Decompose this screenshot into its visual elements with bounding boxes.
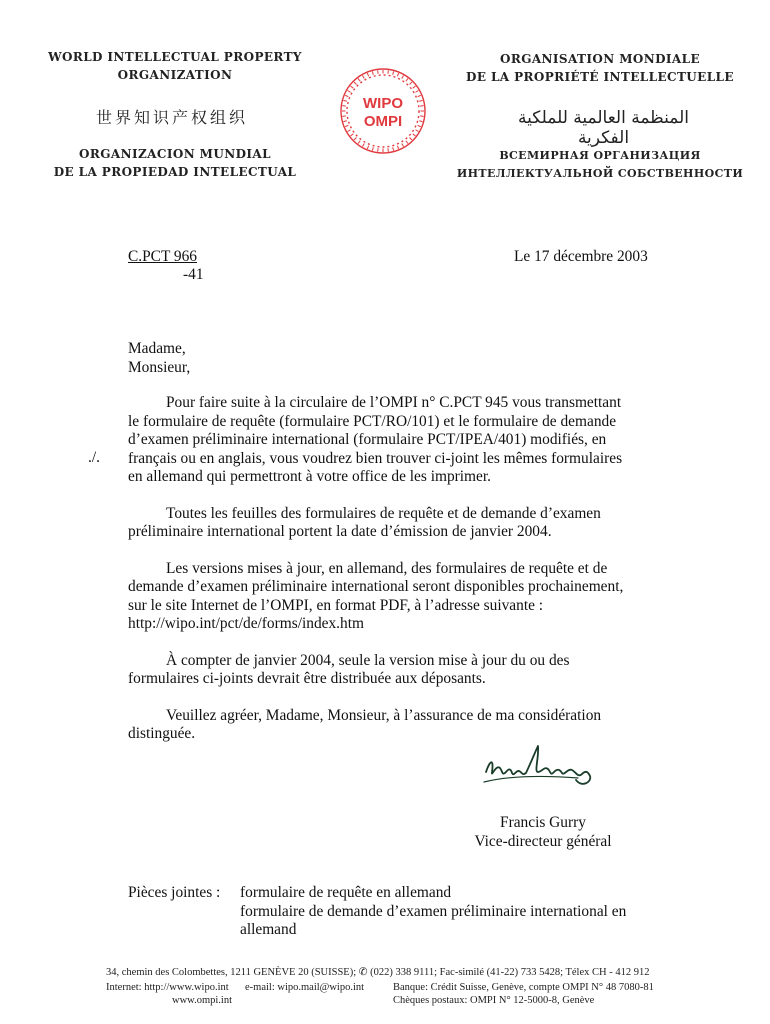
paragraph-1: Pour faire suite à la circulaire de l’OMPI n° C.PCT 945 vous transmettant le formulaire de requête (formulaire PCT/RO/101) et le formulaire de demande d’examen préliminaire international (formulaire PCT/IPEA/401) modifiés, en français ou en anglais, vous voudrez bien trouver ci-joint les mêmes formulaires en allemand qui permettront à votre office de les imprimer. — [128, 394, 623, 485]
letterhead-spanish-line1: ORGANIZACION MUNDIAL — [79, 147, 271, 161]
logo-ray — [345, 125, 348, 126]
footer-postal: Chèques postaux: OMPI N° 12-5000-8, Genève — [393, 995, 595, 1006]
logo-text-ompi: OMPI — [363, 113, 403, 130]
reference-number: -41 — [183, 266, 204, 283]
enclosures-label: Pièces jointes : — [128, 884, 221, 901]
letterhead-arabic: المنظمة العالمية للملكية الفكرية — [518, 108, 689, 148]
letterhead-french-line2: DE LA PROPRIÉTÉ INTELLECTUELLE — [466, 70, 734, 84]
logo-ray — [354, 138, 356, 140]
letter-date: Le 17 décembre 2003 — [514, 248, 648, 265]
logo-ray — [358, 78, 360, 81]
logo-ray — [347, 130, 350, 132]
logo-ray — [343, 100, 346, 101]
logo-ray — [372, 71, 373, 74]
logo-ray — [419, 121, 422, 122]
logo-ray — [354, 82, 356, 84]
salutation-line2: Monsieur, — [128, 358, 191, 376]
footer-internet: Internet: http://www.wipo.int — [106, 982, 229, 993]
logo-ray — [350, 134, 353, 136]
letter-body — [128, 394, 688, 744]
enclosure-item-2: formulaire de demande d’examen préliminaire international en allemand — [240, 902, 627, 938]
letterhead-french — [440, 50, 760, 86]
logo-ray — [350, 86, 353, 88]
logo-ray — [393, 147, 394, 150]
letterhead-french-line1: ORGANISATION MONDIALE — [499, 52, 701, 66]
logo-ray — [415, 91, 418, 93]
footer-web: www.ompi.int — [172, 995, 232, 1006]
letterhead-spanish-line2: DE LA PROPIEDAD INTELECTUAL — [53, 165, 297, 179]
logo-ray — [413, 86, 416, 88]
letterhead-chinese: 世界知识产权组织 — [96, 108, 249, 127]
logo-ray — [347, 91, 350, 93]
signatory-title: Vice-directeur général — [474, 832, 612, 850]
logo-ray — [393, 71, 394, 74]
logo-ray — [367, 73, 368, 76]
paragraph-4: À compter de janvier 2004, seule la version mise à jour du ou des formulaires ci-joints devrait être distribuée aux déposants. — [128, 651, 570, 687]
logo-ray — [397, 73, 398, 76]
logo-ray — [410, 82, 412, 84]
wipo-ompi-logo — [338, 66, 428, 156]
logo-ray — [410, 138, 412, 140]
letterhead-spanish — [30, 145, 320, 181]
logo-ray — [406, 141, 408, 144]
logo-ray — [343, 121, 346, 122]
paragraph-5: Veuillez agréer, Madame, Monsieur, à l’assurance de ma considération distinguée. — [128, 706, 602, 742]
logo-ray — [372, 147, 373, 150]
logo-ray — [402, 143, 404, 146]
enclosure-margin-mark: ./. — [88, 449, 100, 466]
footer-bank: Banque: Crédit Suisse, Genève, compte OMPI N° 48 7080-81 — [393, 982, 654, 993]
salutation-line1: Madame, — [128, 340, 186, 357]
paragraph-3: Les versions mises à jour, en allemand, des formulaires de requête et de demande d’examen préliminaire international seront disponibles prochainement, sur le site Internet de l’OMPI, en format PDF, à l’adresse suivante : http://wipo.int/pct/de/forms/index.htm — [128, 559, 624, 632]
logo-ray — [363, 143, 365, 146]
salutation — [128, 340, 190, 377]
paragraph-2: Toutes les feuilles des formulaires de requête et de demande d’examen préliminaire international portent la date d’émission de janvier 2004. — [128, 504, 601, 540]
logo-ray — [406, 78, 408, 81]
signatory-block — [458, 814, 628, 851]
logo-ray — [402, 75, 404, 78]
footer-address: 34, chemin des Colombettes, 1211 GENÈVE 20 (SUISSE); ✆ (022) 338 9111; Fac-similé (41-22) 733 5428; Télex CH - 412 912 — [106, 967, 650, 978]
handwritten-signature — [478, 742, 598, 790]
footer-email: e-mail: wipo.mail@wipo.int — [245, 982, 365, 993]
letterhead-english-line1: WORLD INTELLECTUAL PROPERTY — [48, 50, 302, 64]
letterhead-english-line2: ORGANIZATION — [117, 68, 233, 82]
logo-ray — [415, 130, 418, 132]
letterhead-russian — [440, 147, 760, 183]
letterhead-russian-line2: ИНТЕЛЛЕКТУАЛЬНОЙ СОБСТВЕННОСТИ — [456, 167, 744, 180]
logo-ray — [367, 146, 368, 149]
logo-ray — [363, 75, 365, 78]
logo-ray — [397, 146, 398, 149]
letterhead-english — [30, 48, 320, 84]
letterhead-russian-line1: ВСЕМИРНАЯ ОРГАНИЗАЦИЯ — [499, 149, 701, 162]
enclosure-item-1: formulaire de requête en allemand — [240, 884, 452, 901]
logo-ray — [418, 125, 421, 126]
signatory-name: Francis Gurry — [500, 814, 586, 831]
logo-ray — [419, 100, 422, 101]
logo-ray — [413, 134, 416, 136]
reference-code: C.PCT 966 — [128, 248, 197, 265]
logo-ray — [358, 141, 360, 144]
logo-text-wipo: WIPO — [363, 95, 403, 112]
logo-ray — [345, 95, 348, 96]
logo-ray — [418, 95, 421, 96]
enclosures-list — [240, 884, 680, 940]
